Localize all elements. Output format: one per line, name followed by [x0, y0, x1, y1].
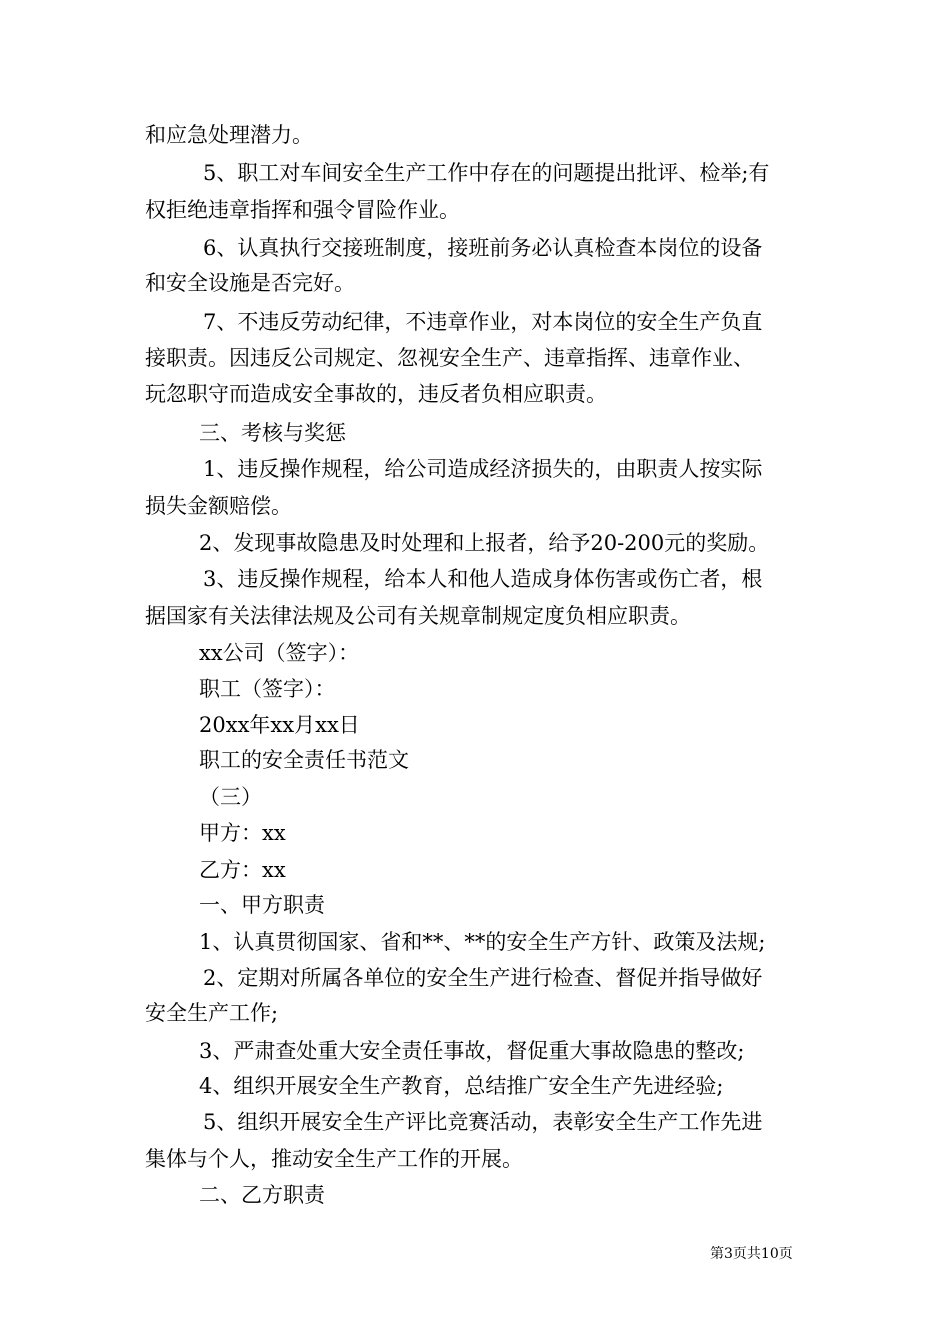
- section-heading: 二、乙方职责: [199, 1183, 325, 1207]
- body-text-line: 玩忽职守而造成安全事故的，违反者负相应职责。: [145, 382, 607, 406]
- document-subtitle: （三）: [199, 785, 262, 809]
- body-text-line: 1、违反操作规程，给公司造成经济损失的，由职责人按实际: [203, 457, 763, 481]
- body-text-line: 权拒绝违章指挥和强令冒险作业。: [145, 198, 460, 222]
- body-text-line: 接职责。因违反公司规定、忽视安全生产、违章指挥、违章作业、: [145, 346, 754, 370]
- body-text-line: 和安全设施是否完好。: [145, 271, 355, 295]
- body-text-line: 3、违反操作规程，给本人和他人造成身体伤害或伤亡者，根: [203, 567, 763, 591]
- page-number-footer: 第3页共10页: [710, 1246, 793, 1262]
- body-text-line: 1、认真贯彻国家、省和**、**的安全生产方针、政策及法规;: [199, 930, 766, 954]
- body-text-line: 集体与个人，推动安全生产工作的开展。: [145, 1147, 523, 1171]
- body-text-line: 5、组织开展安全生产评比竞赛活动，表彰安全生产工作先进: [203, 1110, 763, 1134]
- signature-employee: 职工（签字）：: [199, 677, 336, 701]
- party-b: 乙方：xx: [199, 858, 286, 882]
- signature-date: 20xx年xx月xx日: [199, 713, 360, 737]
- body-text-line: 2、定期对所属各单位的安全生产进行检查、督促并指导做好: [203, 966, 763, 990]
- section-heading: 三、考核与奖惩: [199, 421, 346, 445]
- body-text-line: 6、认真执行交接班制度，接班前务必认真检查本岗位的设备: [203, 236, 763, 260]
- body-text-line: 4、组织开展安全生产教育，总结推广安全生产先进经验;: [199, 1074, 724, 1098]
- body-text-line: 3、严肃查处重大安全责任事故，督促重大事故隐患的整改;: [199, 1039, 745, 1063]
- document-title: 职工的安全责任书范文: [199, 748, 409, 772]
- body-text-line: 7、不违反劳动纪律，不违章作业，对本岗位的安全生产负直: [203, 310, 763, 334]
- body-text-line: 据国家有关法律法规及公司有关规章制规定度负相应职责。: [145, 604, 691, 628]
- body-text-line: 损失金额赔偿。: [145, 494, 292, 518]
- party-a: 甲方：xx: [199, 821, 286, 845]
- body-text-line: 2、发现事故隐患及时处理和上报者，给予20-200元的奖励。: [199, 531, 770, 555]
- section-heading: 一、甲方职责: [199, 893, 325, 917]
- signature-company: xx公司（签字）：: [199, 641, 360, 665]
- body-text-line: 5、职工对车间安全生产工作中存在的问题提出批评、检举;有: [203, 161, 770, 185]
- body-text-line: 安全生产工作;: [145, 1001, 279, 1025]
- body-text-line: 和应急处理潜力。: [145, 123, 313, 147]
